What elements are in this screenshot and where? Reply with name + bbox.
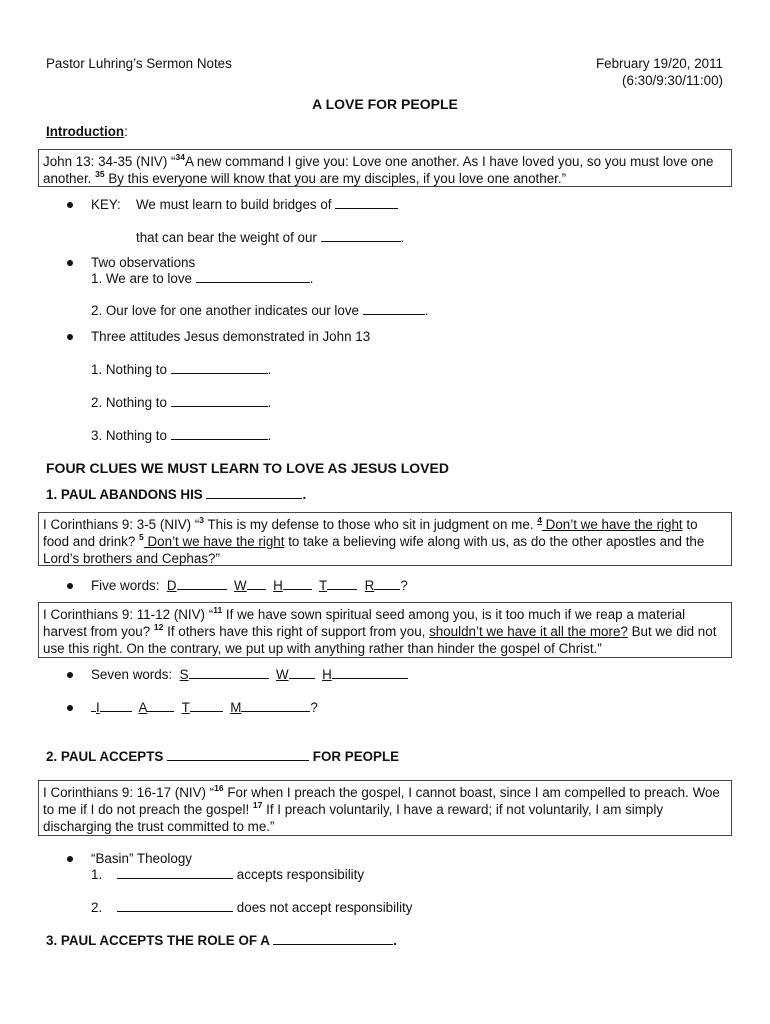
observation-2: 2. Our love for one another indicates our love . (91, 303, 429, 318)
point3-heading: 3. PAUL ACCEPTS THE ROLE OF A . (46, 933, 397, 948)
bullet (67, 672, 73, 678)
page-title: A LOVE FOR PEOPLE (312, 96, 458, 112)
attitude-3: 3. Nothing to . (91, 428, 272, 443)
point1-verse-box-1: I Corinthians 9: 3-5 (NIV) “$^3$ This is my defense to those who sit in judgment on me. $^4$ Don’t we have the right to food and drink? $^5$ Don’t we have the right to take a believing wife along with us, as do the other apostles and the Lord’s brothers and Cephas?” (38, 512, 732, 566)
point1-heading: 1. PAUL ABANDONS HIS . (46, 487, 307, 502)
bullet (67, 705, 73, 711)
basin-item-1: 1. accepts responsibility (91, 867, 365, 882)
bullet (67, 856, 73, 862)
bullet (67, 334, 73, 340)
intro-heading: Introduction: (46, 124, 128, 139)
observation-1: 1. We are to love . (91, 271, 314, 286)
bullet (67, 202, 73, 208)
bullet (67, 583, 73, 589)
bullet (67, 260, 73, 266)
header-date: February 19/20, 2011 (595, 56, 723, 71)
clues-heading: FOUR CLUES WE MUST LEARN TO LOVE AS JESUS LOVED (46, 460, 449, 476)
basin-item-2: 2. does not accept responsibility (91, 900, 413, 915)
iatm-words: I A T M ? (91, 700, 318, 715)
point2-heading: 2. PAUL ACCEPTS FOR PEOPLE (46, 749, 400, 764)
intro-verse-box: John 13: 34-35 (NIV) “$^{34}$A new command I give you: Love one another. As I have loved you, so you must love one another. $^{35}$ By this everyone will know that you are my disciples, if you love one another.” (38, 149, 732, 187)
seven-words: Seven words: S W H (91, 667, 408, 682)
attitude-1: 1. Nothing to . (91, 362, 272, 377)
observations-heading: Two observations (91, 255, 196, 270)
basin-heading: “Basin” Theology (91, 851, 192, 866)
point1-verse-box-2: I Corinthians 9: 11-12 (NIV) “$^{11}$ If we have sown spiritual seed among you, is it too much if we reap a material harvest from you? $^{12}$ If others have this right of support from you, shouldn’t we have it all the more? But we did not use this right. On the contrary, we put up with anything rather than hinder the gospel of Christ.” (38, 602, 732, 658)
point2-verse-box: I Corinthians 9: 16-17 (NIV) “$^{16}$ For when I preach the gospel, I cannot boast, since I am compelled to preach. Woe to me if I do not preach the gospel! $^{17}$ If I preach voluntarily, I have a reward; if not voluntarily, I am simply discharging the trust committed to me.” (38, 780, 732, 836)
attitude-2: 2. Nothing to . (91, 395, 272, 410)
header-times: (6:30/9:30/11:00) (622, 73, 723, 88)
key-line2: that can bear the weight of our . (136, 230, 405, 245)
key-label: KEY: (91, 197, 121, 212)
attitudes-heading: Three attitudes Jesus demonstrated in John 13 (91, 329, 371, 344)
key-line1: We must learn to build bridges of (136, 197, 398, 212)
five-words: Five words: D W H T R ? (91, 578, 408, 593)
header-left: Pastor Luhring’s Sermon Notes (46, 56, 232, 71)
